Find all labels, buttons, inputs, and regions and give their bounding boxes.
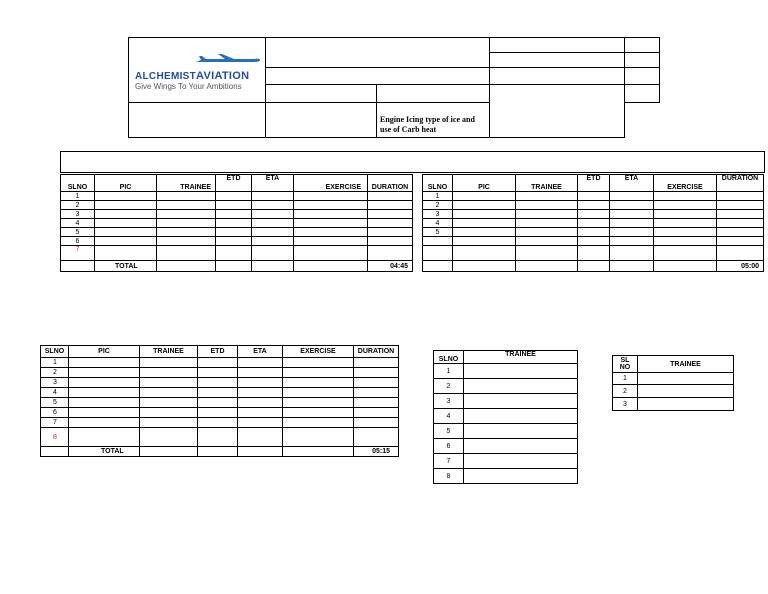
col-header-pic: PIC (95, 175, 157, 192)
table-row (61, 201, 413, 210)
sl-no: 6 (61, 237, 95, 246)
col-header-duration: DURATION (717, 175, 764, 192)
col-header-duration: DURATION (354, 346, 399, 358)
col-header-pic: PIC (453, 175, 516, 192)
sl-no: 1 (61, 192, 95, 201)
schedule-table-3 (40, 345, 399, 457)
table-row (61, 219, 413, 228)
col-header-pic: PIC (69, 346, 140, 358)
total-duration: 04:45 (368, 261, 413, 272)
logo-brand-b: AVIATION (196, 70, 250, 82)
col-header-trainee: TRAINEE (464, 351, 578, 364)
table-row (423, 201, 764, 210)
sl-no: 2 (41, 368, 69, 378)
sl-no: 8 (434, 469, 464, 484)
sl-no: 7 (61, 246, 95, 261)
sl-no: 6 (41, 408, 69, 418)
col-header-etd: ETD (198, 346, 238, 358)
table-row (61, 192, 413, 201)
total-row (61, 261, 413, 272)
col-header-trainee: TRAINEE (516, 175, 578, 192)
table-row (434, 439, 578, 454)
header-cell (129, 103, 266, 138)
table-row (434, 424, 578, 439)
col-header-etd: ETD (216, 175, 252, 192)
table-row (61, 246, 413, 261)
sl-no: 3 (613, 398, 638, 411)
sl-no: 5 (434, 424, 464, 439)
sl-no: 7 (434, 454, 464, 469)
table-row (613, 398, 734, 411)
header-cell (625, 68, 660, 85)
table-row (41, 418, 399, 428)
col-header-eta: ETA (610, 175, 654, 192)
sl-no: 2 (613, 385, 638, 398)
table-row (423, 228, 764, 237)
col-header-exercise: EXERCISE (283, 346, 354, 358)
header-cell (490, 38, 625, 53)
sl-no: 5 (423, 228, 453, 237)
col-header-trainee: TRAINEE (638, 356, 734, 373)
header-cell (490, 68, 625, 85)
header-table (128, 37, 660, 138)
table-row (423, 246, 764, 261)
table-row (41, 378, 399, 388)
col-header-etd: ETD (578, 175, 610, 192)
schedule-table-2 (422, 174, 764, 272)
trainee-table-1 (433, 350, 578, 484)
table-row (41, 408, 399, 418)
sl-no: 4 (61, 219, 95, 228)
header-cell (266, 85, 377, 103)
table-row (423, 219, 764, 228)
total-label: TOTAL (69, 447, 140, 457)
table-row (41, 398, 399, 408)
total-row (423, 261, 764, 272)
schedule-table-1 (60, 174, 413, 272)
col-header-exercise: EXERCISE (654, 175, 717, 192)
header-cell (625, 38, 660, 53)
sl-no: 4 (423, 219, 453, 228)
table-row (61, 210, 413, 219)
sl-no: 5 (41, 398, 69, 408)
sl-no: 1 (613, 373, 638, 385)
header-cell (625, 53, 660, 68)
sl-no: 1 (41, 358, 69, 368)
sl-no: 3 (423, 210, 453, 219)
col-header-duration: DURATION (368, 175, 413, 192)
sl-no: 3 (434, 394, 464, 409)
header-cell (266, 38, 490, 68)
header-cell (266, 103, 377, 138)
airplane-logo-icon (194, 53, 264, 67)
total-duration: 05:00 (717, 261, 764, 272)
total-duration: 05:15 (354, 447, 399, 457)
sl-no: 8 (41, 428, 69, 447)
sl-no: 1 (434, 364, 464, 379)
col-header-sl: SL (620, 357, 630, 364)
table-row (423, 210, 764, 219)
table-row (434, 364, 578, 379)
col-header-no: NO (619, 364, 631, 371)
sl-no: 2 (434, 379, 464, 394)
schedule-banner (60, 151, 765, 173)
col-header-slno: SLNO (434, 351, 464, 364)
table-row (434, 409, 578, 424)
header-cell (377, 85, 490, 103)
sl-no: 6 (434, 439, 464, 454)
table-row (61, 228, 413, 237)
col-header-eta: ETA (238, 346, 283, 358)
sl-no: 2 (423, 201, 453, 210)
col-header-slno: SLNO (61, 175, 95, 192)
table-row (434, 379, 578, 394)
header-cell (490, 53, 625, 68)
col-header-trainee: TRAINEE (140, 346, 198, 358)
table-row (41, 428, 399, 447)
sl-no: 4 (41, 388, 69, 398)
logo-tagline: Give Wings To Your Ambitions (135, 82, 242, 91)
header-cell (266, 68, 490, 85)
logo-cell (129, 38, 266, 103)
table-row (41, 358, 399, 368)
col-header-eta: ETA (252, 175, 294, 192)
trainee-table-2 (612, 355, 734, 411)
table-row (613, 373, 734, 385)
table-row (41, 368, 399, 378)
table-row (41, 388, 399, 398)
total-label: TOTAL (95, 261, 157, 272)
table-row (61, 237, 413, 246)
total-row (41, 447, 399, 457)
col-header-trainee: TRAINEE (157, 175, 216, 192)
table-row (434, 394, 578, 409)
sl-no: 4 (434, 409, 464, 424)
col-header-exercise: EXERCISE (294, 175, 368, 192)
sl-no: 5 (61, 228, 95, 237)
sl-no: 3 (41, 378, 69, 388)
table-row (434, 469, 578, 484)
logo-brand-a: ALCHEMIST (135, 71, 197, 82)
table-row (423, 237, 764, 246)
table-row (613, 385, 734, 398)
topic-cell: Engine Icing type of ice and use of Carb heat (377, 103, 490, 138)
col-header-slno: SLNO (41, 346, 69, 358)
table-row (423, 192, 764, 201)
header-cell (490, 85, 625, 138)
sl-no: 3 (61, 210, 95, 219)
table-row (434, 454, 578, 469)
sl-no: 1 (423, 192, 453, 201)
header-cell (625, 85, 660, 103)
col-header-slno: SLNO (423, 175, 453, 192)
sl-no: 7 (41, 418, 69, 428)
sl-no: 2 (61, 201, 95, 210)
